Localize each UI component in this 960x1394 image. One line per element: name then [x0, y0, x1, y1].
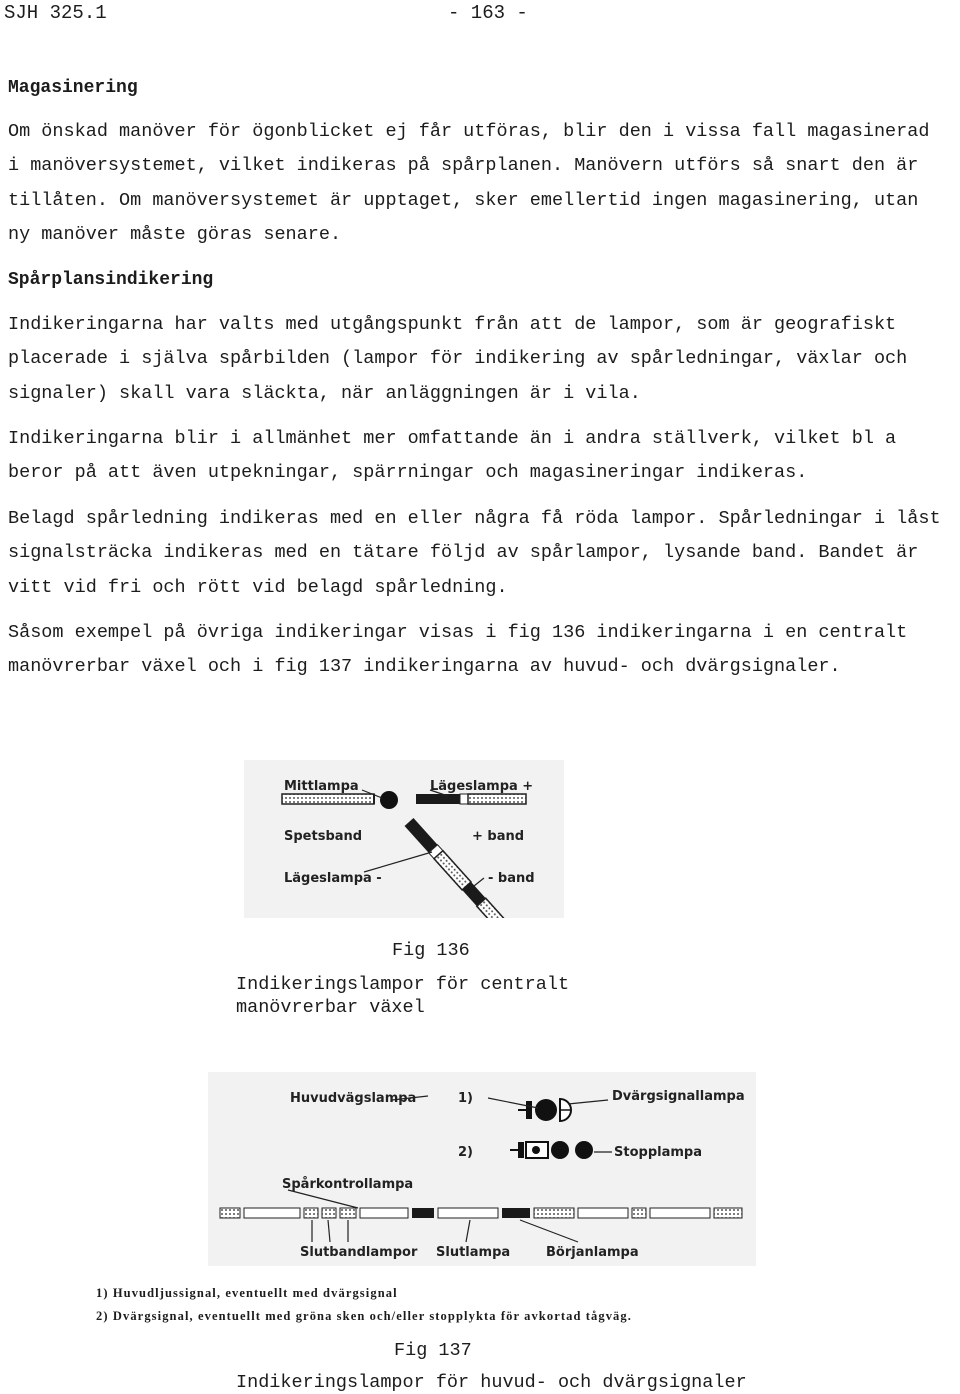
- label-marker-2: 2): [458, 1145, 473, 1160]
- document-id: SJH 325.1: [4, 2, 107, 24]
- paragraph: Om önskad manöver för ögonblicket ej får utföras, blir den i vissa fall magasinerad i manöversystemet, vilket indikeras på spårplanen. Manövern utförs så snart den är tillåten. Om manöversystemet är upptaget, sker emellertid ingen magasinering, utan ny manöver måste göras senare.: [8, 121, 930, 245]
- label-lageslampa-minus: Lägeslampa -: [284, 871, 382, 886]
- label-mittlampa: Mittlampa: [284, 779, 359, 794]
- figure-136-number: Fig 136: [392, 940, 470, 961]
- straight-track-band: [282, 794, 526, 804]
- figure-136-diagram: [244, 760, 564, 918]
- label-lageslampa-plus: Lägeslampa +: [430, 779, 534, 794]
- label-minus-band: - band: [488, 871, 535, 886]
- mittlampa-lamp: [380, 791, 398, 809]
- label-dvargsignallampa: Dvärgsignallampa: [612, 1089, 745, 1104]
- figure-137-diagram: [208, 1072, 756, 1266]
- figure-137-caption: Indikeringslampor för huvud- och dvärgsignaler: [236, 1372, 747, 1393]
- figure-136-caption-line2: manövrerbar växel: [236, 997, 425, 1018]
- page-number: - 163 -: [448, 2, 528, 24]
- figure-137-note-2: 2) Dvärgsignal, eventuellt med gröna sken och/eller stopplykta för avkortad tågväg.: [96, 1309, 632, 1323]
- label-spetsband: Spetsband: [284, 829, 363, 844]
- label-borjanlampa: Börjanlampa: [546, 1245, 639, 1260]
- section-heading-magasinering: Magasinering: [8, 78, 138, 98]
- signal-1-symbol: [518, 1099, 571, 1121]
- label-slutbandlampor: Slutbandlampor: [300, 1245, 418, 1260]
- label-huvudvagslampa: Huvudvägslampa: [290, 1091, 417, 1106]
- track-band: [220, 1208, 742, 1218]
- label-plus-band: + band: [472, 829, 525, 844]
- signal-2-symbol: [510, 1141, 593, 1159]
- label-stopplampa: Stopplampa: [614, 1145, 702, 1160]
- figure-137-note-1: 1) Huvudljussignal, eventuellt med dvärgsignal: [96, 1286, 398, 1300]
- paragraph: Såsom exempel på övriga indikeringar visas i fig 136 indikeringarna i en centralt manövrerbar växel och i fig 137 indikeringarna av huvud- och dvärgsignaler.: [8, 622, 908, 678]
- paragraph: Indikeringarna blir i allmänhet mer omfattande än i andra ställverk, vilket bl a beror på att även utpekningar, spärrningar och magasineringar indikeras.: [8, 428, 897, 484]
- figure-137-number: Fig 137: [394, 1340, 472, 1361]
- label-marker-1: 1): [458, 1091, 473, 1106]
- paragraph: Belagd spårledning indikeras med en eller några få röda lampor. Spårledningar i låst signalsträcka indikeras med en tätare följd av spårlampor, lysande band. Bandet är vitt vid fri och rött vid belagd spårledning.: [8, 508, 941, 598]
- label-slutlampa: Slutlampa: [436, 1245, 511, 1260]
- paragraph: Indikeringarna har valts med utgångspunkt från att de lampor, som är geografiskt placerade i själva spårbilden (lampor för indikering av spårledningar, växlar och signaler) skall vara släckta, när anläggningen är i vila.: [8, 314, 908, 404]
- figure-136-caption-line1: Indikeringslampor för centralt: [236, 974, 570, 995]
- section-heading-sparplansindikering: Spårplansindikering: [8, 270, 214, 290]
- label-sparkontrollampa: Spårkontrollampa: [282, 1177, 414, 1192]
